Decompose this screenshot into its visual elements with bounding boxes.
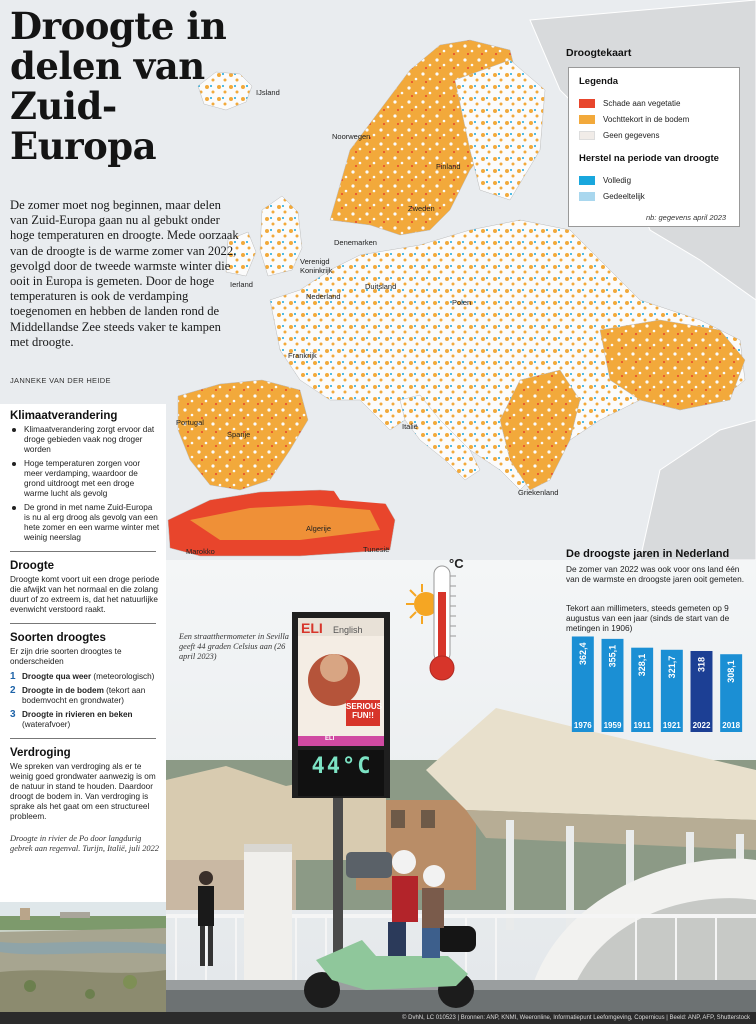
thermometer-icon (400, 556, 470, 686)
legend-label: Gedeeltelijk (603, 191, 645, 201)
divider (10, 551, 156, 552)
divider (10, 738, 156, 739)
page-title: Droogte in delen van Zuid-Europa (10, 4, 227, 168)
bar-year-label: 2022 (692, 721, 711, 730)
legend-swatch (579, 131, 595, 140)
po-river-photo (0, 902, 166, 1020)
list-bold: Droogte in de bodem (22, 686, 104, 695)
po-caption: Droogte in rivier de Po door langdurig gebrek aan regenval. Turijn, Italië, juli 2022 (10, 834, 159, 853)
list-item (10, 672, 160, 682)
bar-year-label: 2018 (722, 721, 741, 730)
label-denemarken: Denemarken (334, 238, 377, 247)
soorten-list (10, 672, 160, 730)
list-text (22, 672, 154, 682)
label-nederland: Nederland (306, 292, 341, 301)
bar-value-label: 308,1 (726, 660, 737, 683)
legend-item (579, 188, 729, 204)
legend-label: Geen gegevens (603, 130, 660, 140)
soorten-intro: Er zijn drie soorten droogtes te onderscheiden (10, 647, 122, 666)
legend-label: Volledig (603, 175, 632, 185)
map-heading: Droogtekaart (566, 47, 632, 59)
list-number: 1 (10, 671, 16, 682)
byline: JANNEKE VAN DER HEIDE (10, 376, 111, 385)
legend-recovery-title: Herstel na periode van droogte (579, 153, 719, 164)
list-number: 3 (10, 709, 16, 720)
list-item: Hoge temperaturen zorgen voor meer verdamping, waardoor de grond uitdroogt met een droge warme lucht als gevolg (10, 459, 160, 499)
chart-description: Tekort aan millimeters, steeds gemeten op 9 augustus van een jaar (sinds de start van de metingen in 1906) (566, 603, 730, 633)
verdroging-text: We spreken van verdroging als er te weinig goed grondwater aanwezig is om de natuur in stand te houden. Daardoor droogt de bodem in. Van verdroging is sprake als het gaat om een structureel probleem. (10, 762, 156, 821)
bar-value-label: 318 (696, 656, 707, 673)
list-number: 2 (10, 685, 16, 696)
legend-label: Schade aan vegetatie (603, 98, 681, 108)
label-portugal: Portugal (176, 418, 204, 427)
intro-text: De zomer moet nog beginnen, maar delen van Zuid-Europa gaan nu al gebukt onder hoge temperaturen en droogte. Mede oorzaak van de droogte is de warme zomer van 2022, gevolgd door de tweede warmste winter die ooit in Europa is gemeten. Door de hoge temperaturen is ook de verdamping toegenomen en hebben de landen rond de Middellandse Zee steeds vaker te kampen met droogte. (10, 198, 239, 349)
label-griekenland: Griekenland (518, 488, 559, 497)
bar-value-label: 328,1 (637, 653, 648, 677)
label-finland: Finland (436, 162, 461, 171)
label-tunesie: Tunesië (363, 545, 390, 554)
klimaat-title: Klimaatverandering (10, 410, 118, 422)
list-rest: (meteorologisch) (91, 672, 155, 681)
legend-item (579, 127, 729, 143)
list-item (10, 686, 160, 706)
footer-credits: © DvhN, LC 010523 | Bronnen: ANP, KNMI, Weeronline, Informatiepunt Leefomgeving, Copernicus | Beeld: ANP, AFP, Shutterstock (0, 1012, 756, 1024)
label-frankrijk: Frankrijk (288, 351, 317, 360)
bar-year-label: 1959 (603, 721, 622, 730)
poster-footer: ELI (325, 736, 335, 742)
list-rest: (waterafvoer) (22, 720, 71, 729)
label-polen: Polen (452, 298, 472, 307)
poster-brand: ELI (301, 620, 323, 636)
list-bold: Droogte in rivieren en beken (22, 710, 133, 719)
verdroging-title: Verdroging (10, 747, 71, 759)
label-spanje: Spanje (227, 430, 251, 439)
list-bold: Droogte qua weer (22, 672, 92, 681)
label-zweden: Zweden (408, 204, 435, 213)
map-legend (568, 67, 740, 227)
legend-item (579, 172, 729, 188)
sidebar (0, 404, 166, 1024)
divider (10, 623, 156, 624)
legend-swatch (579, 115, 595, 124)
legend-note: nb: gegevens april 2023 (646, 213, 727, 222)
legend-title: Legenda (579, 76, 619, 87)
soorten-title: Soorten droogtes (10, 632, 106, 644)
label-algerije: Algerije (306, 524, 332, 533)
legend-swatch (579, 192, 595, 201)
list-item: De grond in met name Zuid-Europa is nu al erg droog als gevolg van een hete zomer en een warme winter met weinig neerslag (10, 503, 160, 543)
bar-year-label: 1976 (573, 721, 592, 730)
droogste-jaren-chart (562, 630, 752, 734)
list-item (10, 710, 160, 730)
label-duitsland: Duitsland (365, 282, 397, 291)
droogte-text: Droogte komt voort uit een droge periode die afwijkt van het normaal en die zolang duurt of zo extreem is, dat het natuurlijke evenwicht verstoord raakt. (10, 575, 160, 614)
label-noorwegen: Noorwegen (332, 132, 371, 141)
bar-year-label: 1921 (662, 721, 681, 730)
legend-label: Vochttekort in de bodem (603, 114, 690, 124)
label-ierland: Ierland (230, 280, 253, 289)
poster-slogan: SERIOUS FUN!! (346, 702, 383, 720)
street-caption: Een straatthermometer in Sevilla geeft 44 graden Celsius aan (26 april 2023) (179, 632, 289, 661)
label-marokko: Marokko (186, 547, 215, 556)
klimaat-bullets (10, 425, 160, 543)
chart-title: De droogste jaren in Nederland (566, 548, 730, 560)
bar-value-label: 362,4 (577, 642, 588, 666)
label-italie: Italië (402, 422, 418, 431)
label-verenigd-koninkrijk: Verenigd Koninkrijk (300, 257, 333, 275)
bar-value-label: 321,7 (666, 655, 677, 679)
list-text (22, 710, 160, 730)
legend-swatch (579, 99, 595, 108)
thermometer-display: 44°C (311, 754, 373, 779)
legend-item (579, 111, 729, 127)
label-ijsland: IJsland (256, 88, 280, 97)
chart-subtitle: De zomer van 2022 was ook voor ons land één van de warmste en droogste jaren ooit gemeten. (566, 564, 745, 584)
list-text (22, 686, 160, 706)
thermo-unit: °C (449, 556, 464, 571)
legend-swatch (579, 176, 595, 185)
list-item: Klimaatverandering zorgt ervoor dat droge gebieden vaak nog droger worden (10, 425, 160, 455)
bar-value-label: 355,1 (607, 644, 618, 668)
droogte-title: Droogte (10, 560, 55, 572)
bar-year-label: 1911 (633, 721, 651, 730)
poster-lang: English (333, 625, 363, 635)
list-rest: (tekort aan bodemvocht en grondwater) (22, 686, 146, 705)
legend-item (579, 95, 729, 111)
